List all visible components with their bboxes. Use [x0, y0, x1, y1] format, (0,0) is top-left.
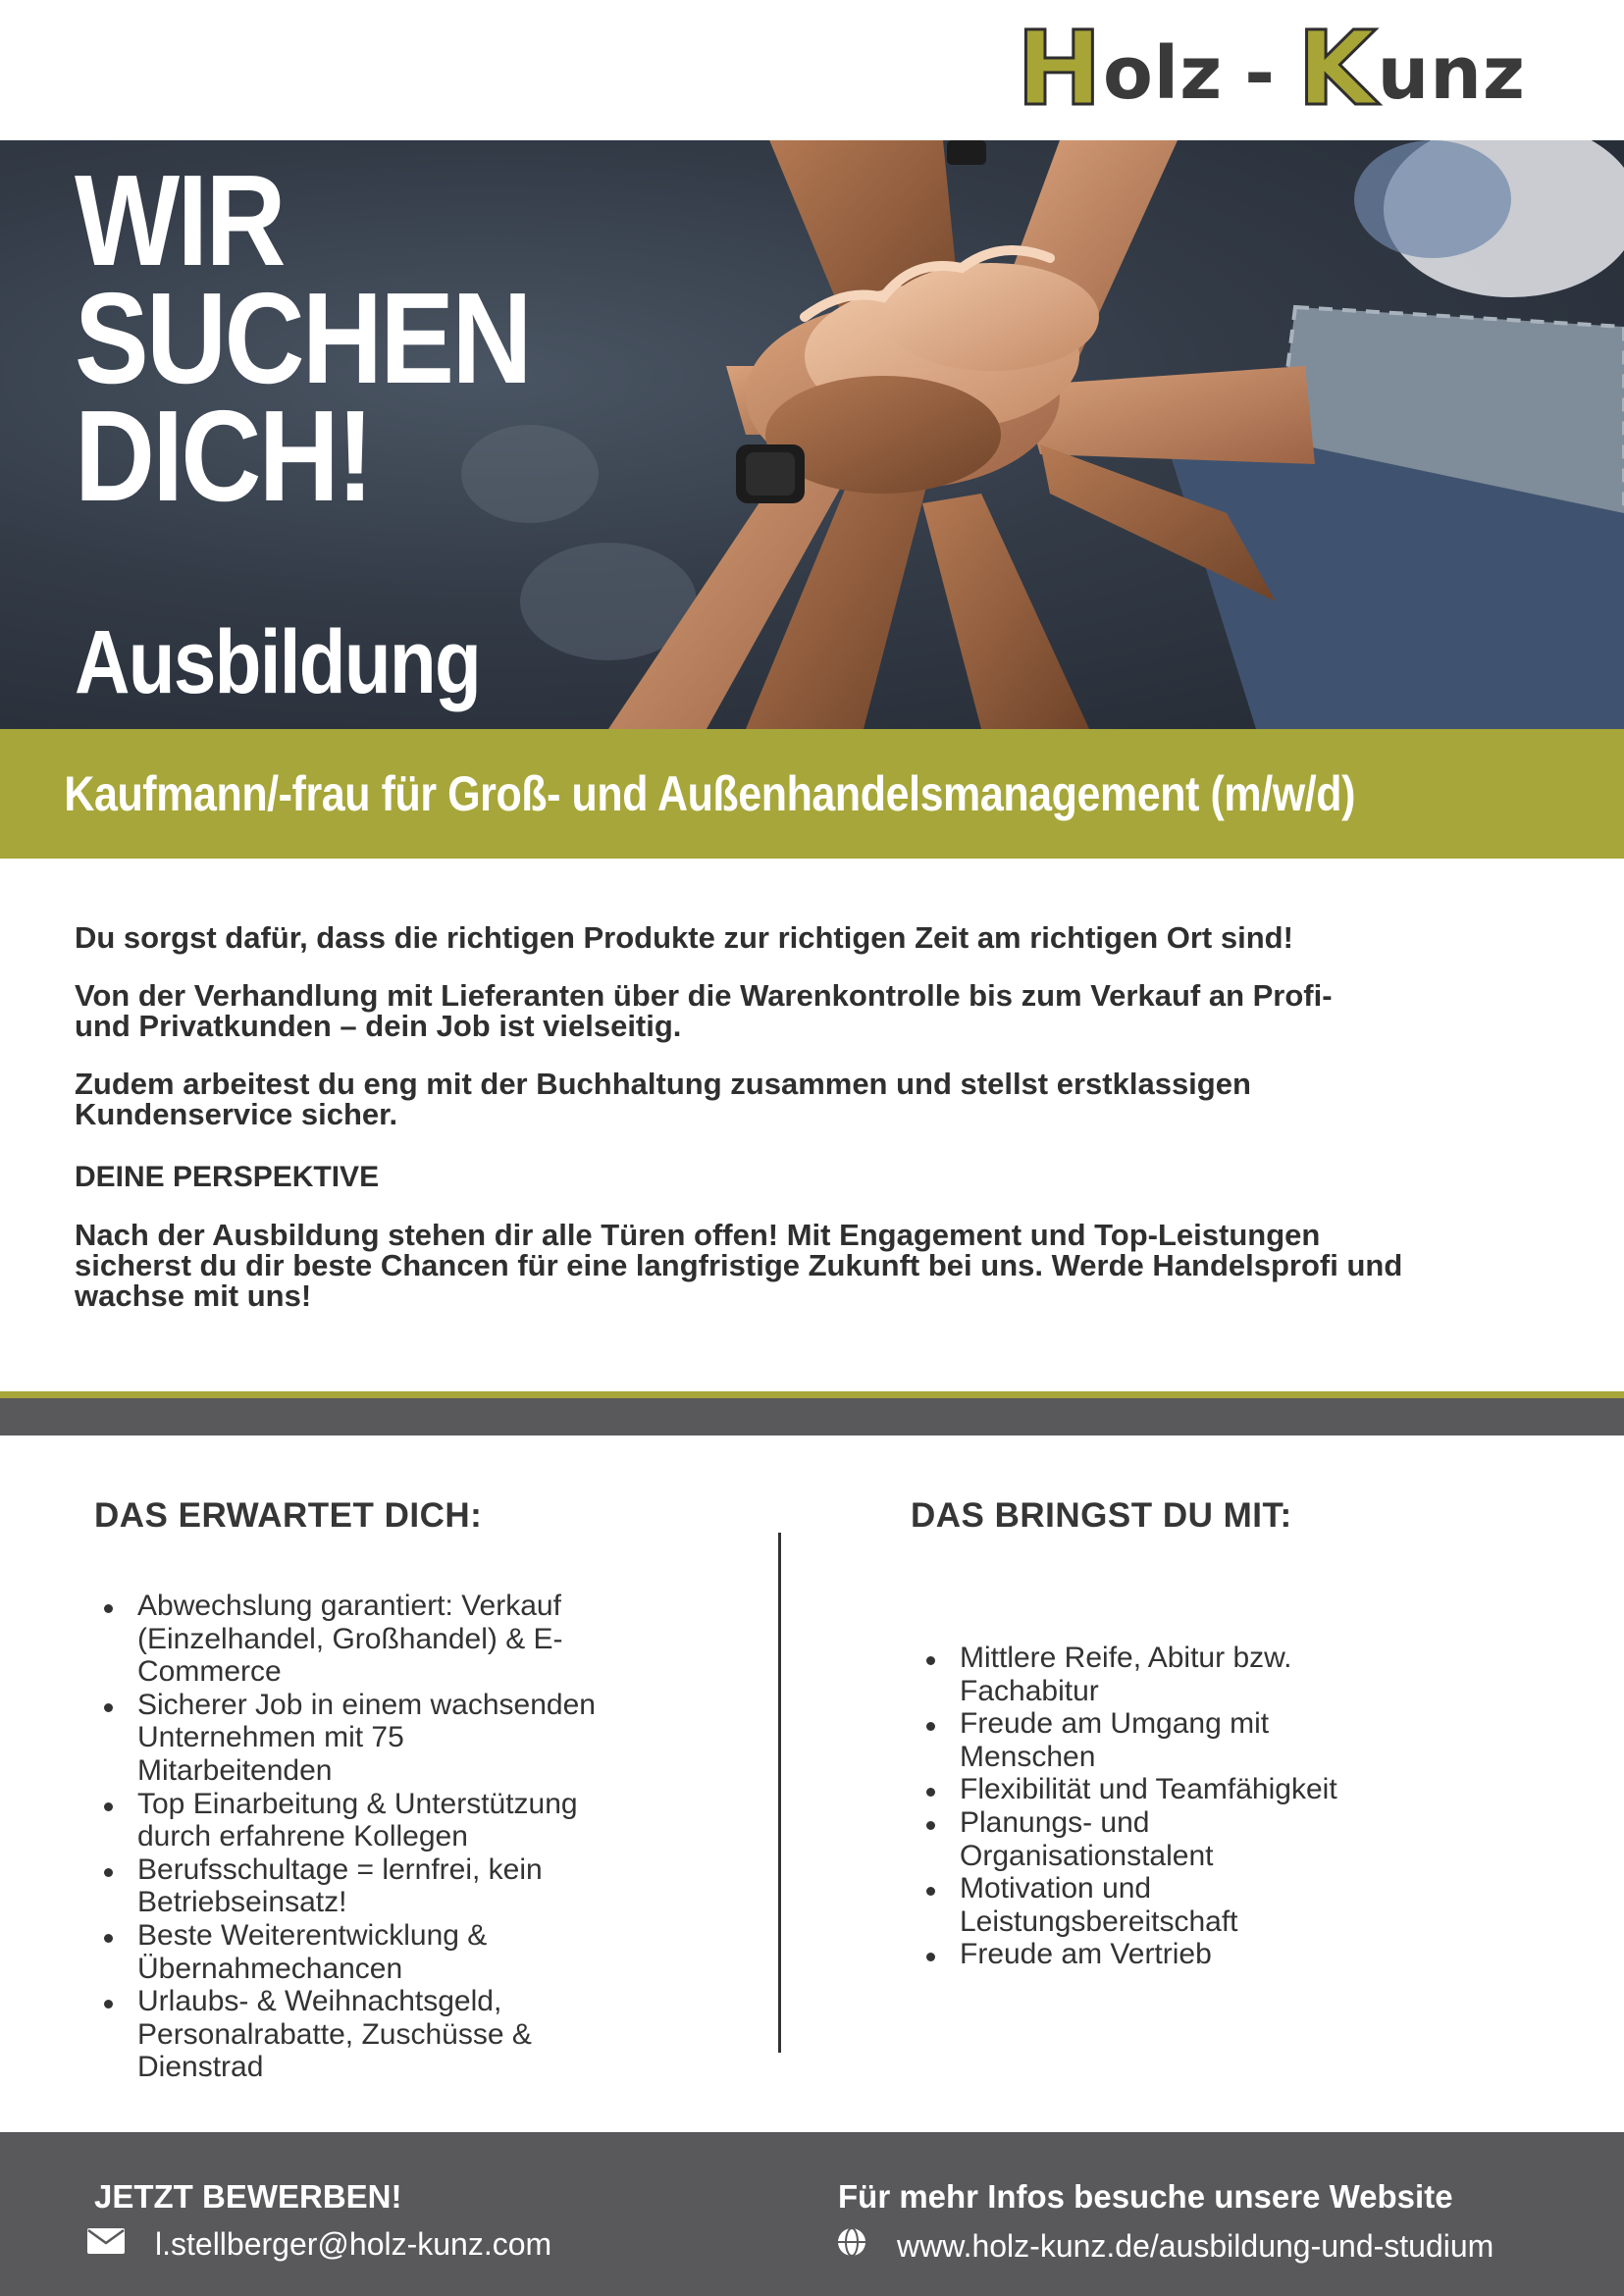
intro-paragraph-1: Du sorgst dafür, dass die richtigen Produkte zur richtigen Zeit am richtigen Ort sind!	[75, 920, 1293, 955]
column-divider	[778, 1533, 781, 2053]
perspective-paragraph	[75, 1220, 1566, 1311]
hero-headline	[75, 148, 530, 529]
hero-headline-line-3: DICH!	[75, 384, 372, 529]
hero-image	[0, 140, 1624, 729]
list-item: Planungs- und Organisationstalent	[917, 1806, 1466, 1872]
intro-paragraph-2-line-1: Von der Verhandlung mit Lieferanten über die Warenkontrolle bis zum Verkauf an Profi-	[75, 978, 1333, 1013]
list-item: Urlaubs- & Weihnachtsgeld, Personalrabatte, Zuschüsse & Dienstrad	[94, 1985, 683, 2084]
list-item: Flexibilität und Teamfähigkeit	[917, 1773, 1466, 1806]
job-title: Kaufmann/-frau für Groß- und Außenhandelsmanagement (m/w/d)	[64, 766, 1355, 821]
intro-paragraph-3-line-2: Kundenservice sicher.	[75, 1097, 398, 1131]
list-item: Top Einarbeitung & Unterstützung durch erfahrene Kollegen	[94, 1788, 683, 1853]
logo-text-olz: olz	[1102, 31, 1224, 116]
list-item: Abwechslung garantiert: Verkauf (Einzelhandel, Großhandel) & E- Commerce	[94, 1590, 683, 1689]
intro-paragraph-3-line-1: Zudem arbeitest du eng mit der Buchhaltung zusammen und stellst erstklassigen	[75, 1067, 1251, 1101]
list-item: Sicherer Job in einem wachsenden Unternehmen mit 75 Mitarbeitenden	[94, 1689, 683, 1788]
requirements-list	[917, 1642, 1466, 1971]
job-title-band	[0, 729, 1624, 859]
hero-headline-line-1: WIR	[75, 148, 284, 292]
email-contact[interactable]	[86, 2226, 551, 2263]
mail-icon	[86, 2226, 126, 2263]
footer	[0, 2132, 1624, 2296]
globe-icon	[836, 2226, 867, 2266]
list-item: Freude am Vertrieb	[917, 1938, 1466, 1971]
list-item: Mittlere Reife, Abitur bzw. Fachabitur	[917, 1642, 1466, 1707]
intro-paragraph-3	[75, 1069, 1566, 1129]
list-item: Motivation und Leistungsbereitschaft	[917, 1872, 1466, 1938]
expectations-list	[94, 1590, 683, 2084]
requirements-heading: DAS BRINGST DU MIT:	[911, 1496, 1292, 1535]
perspective-line-3: wachse mit uns!	[75, 1278, 312, 1313]
expectations-heading: DAS ERWARTET DICH:	[94, 1496, 483, 1535]
logo-letter-k: K	[1296, 9, 1378, 130]
website-link[interactable]: www.holz-kunz.de/ausbildung-und-studium	[897, 2227, 1494, 2264]
website-contact[interactable]	[836, 2226, 1493, 2266]
list-item: Beste Weiterentwicklung & Übernahmechancen	[94, 1919, 683, 1985]
intro-paragraph-2-line-2: und Privatkunden – dein Job ist vielseitig.	[75, 1009, 682, 1043]
logo-text-unz: unz	[1377, 31, 1526, 116]
hero-headline-line-2: SUCHEN	[75, 266, 530, 411]
perspective-line-1: Nach der Ausbildung stehen dir alle Türen offen! Mit Engagement und Top-Leistungen	[75, 1218, 1321, 1252]
email-link[interactable]: l.stellberger@holz-kunz.com	[155, 2226, 552, 2262]
apply-heading: JETZT BEWERBEN!	[94, 2178, 402, 2215]
company-logo	[1016, 9, 1526, 130]
divider-accent-line	[0, 1391, 1624, 1398]
list-item: Berufsschultage = lernfrei, kein Betriebseinsatz!	[94, 1853, 683, 1919]
logo-letter-h: H	[1016, 9, 1103, 130]
logo-dash: -	[1244, 31, 1276, 116]
info-heading: Für mehr Infos besuche unsere Website	[838, 2178, 1453, 2215]
intro-paragraph-2	[75, 980, 1566, 1041]
perspective-heading: DEINE PERSPEKTIVE	[75, 1161, 380, 1193]
intro-section	[75, 922, 1566, 1338]
list-item: Freude am Umgang mit Menschen	[917, 1707, 1466, 1773]
divider-gray-band	[0, 1398, 1624, 1435]
perspective-line-2: sicherst du dir beste Chancen für eine langfristige Zukunft bei uns. Werde Handelsprofi und	[75, 1248, 1403, 1282]
hero-subtitle: Ausbildung	[75, 612, 481, 712]
